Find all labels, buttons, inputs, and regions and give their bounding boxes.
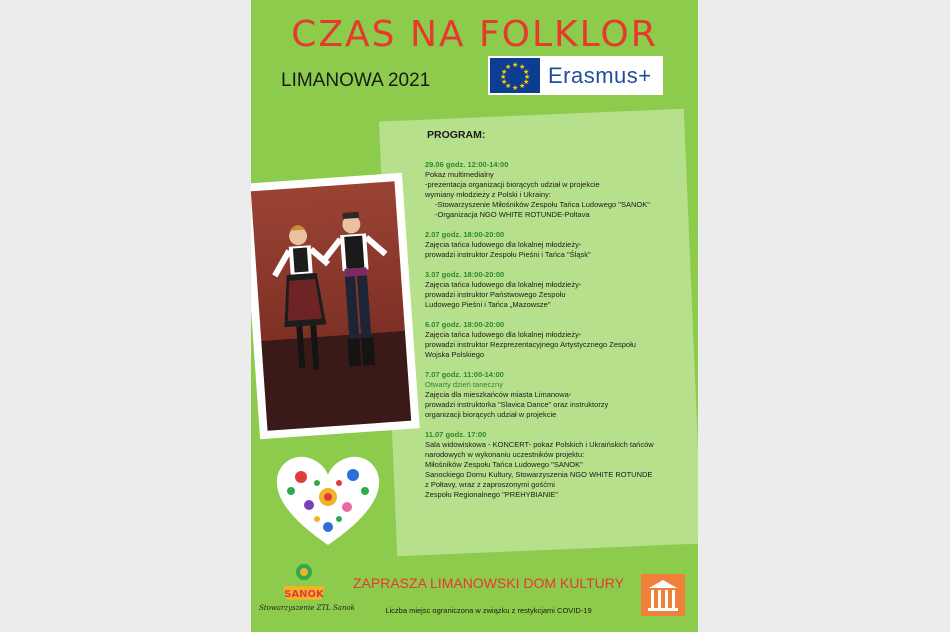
invitation: ZAPRASZA LIMANOWSKI DOM KULTURY [353, 575, 624, 591]
event-line: Zajęcia dla mieszkańców miasta Limanowa- [425, 390, 572, 399]
event-date: 3.07 godz. 18:00-20:00 [425, 270, 505, 279]
event-line: organizacji biorących udział w projekcie [425, 410, 557, 419]
event [425, 230, 695, 260]
event-subtitle: Otwarty dzień taneczny [425, 380, 503, 389]
event [425, 160, 695, 220]
event-line: Sala widowiskowa - KONCERT- pokaz Polskich i Ukraińskich tańców [425, 440, 654, 449]
event-date: 2.07 godz. 18:00-20:00 [425, 230, 505, 239]
event-line: Ludowego Pieśni i Tańca „Mazowsze” [425, 300, 551, 309]
folk-dancers-photo [251, 181, 411, 430]
event-line: Zajęcia tańca ludowego dla lokalnej młodzieży- [425, 280, 582, 289]
event-date: 29.06 godz. 12:00-14:00 [425, 160, 509, 169]
sanok-logo-icon [279, 560, 329, 602]
covid-note: Liczba miejsc ograniczona w związku z restykcjami COVID-19 [385, 606, 592, 615]
event-date: 11.07 godz. 17:00 [425, 430, 487, 439]
event-line: -Organizacja NGO WHITE ROTUNDE-Poltava [435, 210, 590, 219]
event-line: prowadzi instruktorka "Slavica Dance" oraz instruktorzy [425, 400, 609, 409]
poster-title: CZAS NA FOLKLOR [291, 14, 658, 55]
event-date: 6.07 godz. 18:00-20:00 [425, 320, 505, 329]
sanok-logo-text: SANOK [284, 589, 324, 600]
event [425, 370, 695, 420]
event [425, 270, 695, 310]
event-line: -Stowarzyszenie Miłośników Zespołu Tańca Ludowego "SANOK" [435, 200, 650, 209]
event-line: prowadzi instruktor Zespołu Pieśni i Tańca "Śląsk" [425, 250, 591, 259]
event-line: wymiany młodzieży z Polski i Ukrainy: [425, 190, 551, 199]
poster [251, 0, 698, 632]
program-heading: PROGRAM: [427, 129, 486, 141]
floral-heart-icon [273, 453, 383, 547]
event-line: Zajęcia tańca ludowego dla lokalnej młodzieży- [425, 240, 582, 249]
event [425, 430, 695, 500]
event-line: z Połtavy, wraz z zaproszonymi gośćmi [425, 480, 555, 489]
event-line: Miłośników Zespołu Tańca Ludowego "SANOK" [425, 460, 583, 469]
event-date: 7.07 godz. 11:00-14:00 [425, 370, 504, 379]
event-line: -prezentacja organizacji biorących udział w projekcie [425, 180, 600, 189]
mdk-logo-icon [641, 574, 685, 616]
sanok-caption: Stowarzyszenie ZTL Sanok [259, 604, 355, 612]
photo-frame [251, 173, 420, 440]
event-line: narodowych w wykonaniu uczestników projektu: [425, 450, 585, 459]
city-year: LIMANOWA 2021 [281, 70, 431, 91]
event-line: Sanockiego Domu Kultury, Stowarzyszenia NGO WHITE ROTUNDE [425, 470, 653, 479]
program [425, 130, 695, 510]
eu-flag-icon: ★ ★ ★ ★ ★ ★ ★ ★ ★ ★ ★ ★ [490, 58, 540, 93]
event-line: Wojska Polskiego [425, 350, 485, 359]
event-line: prowadzi instruktor Rezprezentacyjnego Artystycznego Zespołu [425, 340, 636, 349]
event-line: Zespołu Regionalnego "PREHYBIANIE" [425, 490, 558, 499]
erasmus-label: Erasmus+ [548, 62, 652, 88]
erasmus-logo [488, 56, 663, 95]
event [425, 320, 695, 360]
event-line: Pokaz multimedialny [425, 170, 494, 179]
event-line: Zajęcia tańca ludowego dla lokalnej młodzieży- [425, 330, 582, 339]
event-line: prowadzi instruktor Państwowego Zespołu [425, 290, 566, 299]
